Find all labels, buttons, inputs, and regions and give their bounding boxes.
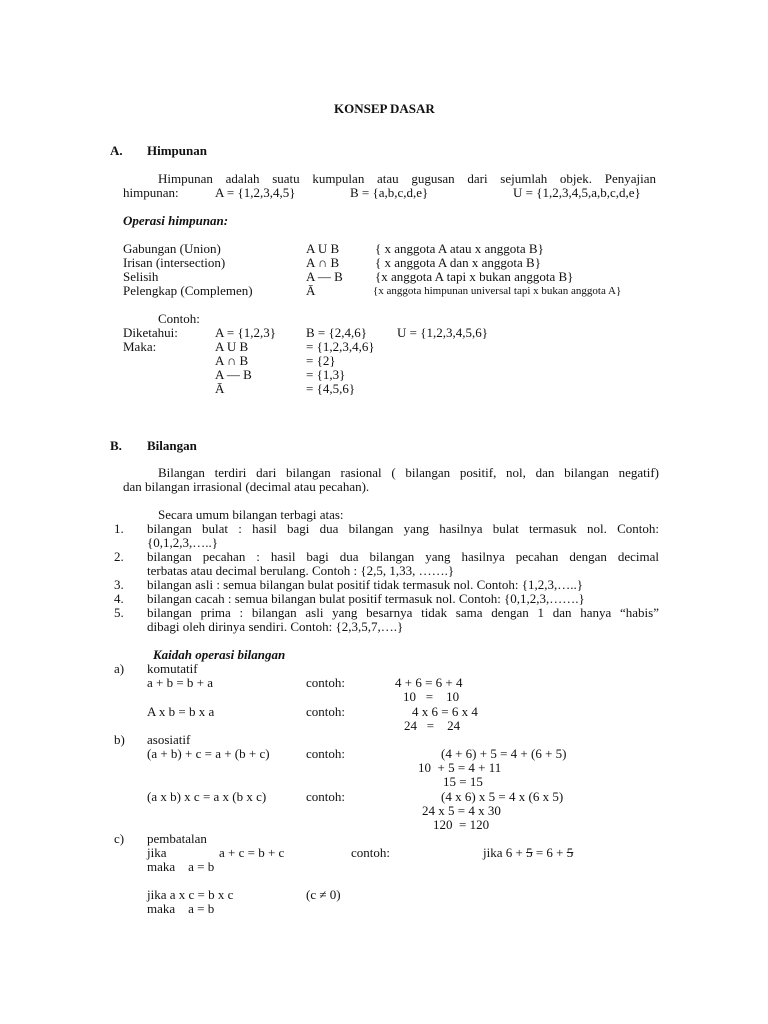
rule-c1-example: jika 6 + 5 = 6 + 5	[483, 845, 574, 860]
op-complement-symbol: Ā	[306, 283, 316, 298]
op-difference-name: Selisih	[123, 269, 159, 284]
himpunan-label: himpunan:	[123, 185, 179, 200]
rule-b2-formula: (a x b) x c = a x (b x c)	[147, 789, 267, 804]
rule-b1-contoh: contoh:	[306, 746, 345, 761]
set-b-definition: B = {a,b,c,d,e}	[350, 185, 429, 200]
rule-c2-maka: maka a = b	[147, 901, 215, 916]
list-item-text: bilangan bulat : hasil bagi dua bilangan yang hasilnya bulat termasuk nol. Contoh:	[147, 521, 659, 536]
rule-c1-formula: a + c = b + c	[219, 845, 285, 860]
operations-heading: Operasi himpunan:	[123, 213, 229, 228]
result-union-value: = {1,2,3,4,6}	[306, 339, 375, 354]
rule-a1-formula: a + b = b + a	[147, 675, 214, 690]
list-item-number: 2.	[114, 549, 124, 564]
op-intersection-symbol: A ∩ B	[306, 255, 340, 270]
result-complement-value: = {4,5,6}	[306, 381, 356, 396]
op-difference-desc: {x anggota A tapi x bukan anggota B}	[375, 269, 574, 284]
list-item-text: bilangan asli : semua bilangan bulat positif tidak termasuk nol. Contoh: {1,2,3,…..}	[147, 577, 584, 592]
section-b-letter: B.	[110, 438, 122, 453]
rule-b1-formula: (a + b) + c = a + (b + c)	[147, 746, 270, 761]
result-difference-value: = {1,3}	[306, 367, 346, 382]
rule-c1-jika: jika	[147, 845, 167, 860]
section-a-letter: A.	[110, 143, 123, 158]
rule-a-name: komutatif	[147, 661, 198, 676]
result-union-expr: A U B	[215, 339, 249, 354]
section-b-heading: Bilangan	[147, 438, 197, 453]
list-item-number: 4.	[114, 591, 124, 606]
result-difference-expr: A — B	[215, 367, 252, 382]
op-union-desc: { x anggota A atau x anggota B}	[375, 241, 544, 256]
rule-c1-contoh: contoh:	[351, 845, 390, 860]
example-label: Contoh:	[158, 311, 200, 326]
list-item-number: 5.	[114, 605, 124, 620]
rule-a2-example: 4 x 6 = 6 x 4	[412, 704, 478, 719]
rule-a1-example: 4 + 6 = 6 + 4	[395, 675, 463, 690]
section-b-intro-line2: dan bilangan irrasional (decimal atau pecahan).	[123, 479, 370, 494]
rules-heading: Kaidah operasi bilangan	[153, 647, 286, 662]
general-statement: Secara umum bilangan terbagi atas:	[158, 507, 344, 522]
op-difference-symbol: A — B	[306, 269, 343, 284]
list-item-text-cont: dibagi oleh dirinya sendiri. Contoh: {2,3,5,7,….}	[147, 619, 404, 634]
list-item-text-cont: terbatas atau decimal berulang. Contoh : {2,5, 1,33, …….}	[147, 563, 455, 578]
section-a-heading: Himpunan	[147, 143, 207, 158]
then-label: Maka:	[123, 339, 157, 354]
rule-c2-jika: jika a x c = b x c	[147, 887, 234, 902]
list-item-text: bilangan cacah : semua bilangan bulat positif termasuk nol. Contoh: {0,1,2,3,…….}	[147, 591, 585, 606]
rule-a2-formula: A x b = b x a	[147, 704, 215, 719]
rule-b1-step: 10 + 5 = 4 + 11	[418, 760, 502, 775]
op-union-name: Gabungan (Union)	[123, 241, 221, 256]
rule-a1-contoh: contoh:	[306, 675, 345, 690]
op-complement-name: Pelengkap (Complemen)	[123, 283, 253, 298]
op-union-symbol: A U B	[306, 241, 340, 256]
known-set-u: U = {1,2,3,4,5,6}	[397, 325, 488, 340]
known-set-b: B = {2,4,6}	[306, 325, 367, 340]
rule-c1-maka: maka a = b	[147, 859, 215, 874]
section-a-intro: Himpunan adalah suatu kumpulan atau gugusan dari sejumlah objek. Penyajian	[158, 171, 656, 186]
rule-b2-step: 24 x 5 = 4 x 30	[422, 803, 501, 818]
op-complement-desc: {x anggota himpunan universal tapi x bukan anggota A}	[373, 285, 622, 297]
rule-a-label: a)	[114, 661, 125, 676]
list-item-text-cont: {0,1,2,3,…..}	[147, 535, 218, 550]
known-set-a: A = {1,2,3}	[215, 325, 276, 340]
rule-b-name: asosiatif	[147, 732, 191, 747]
rule-a2-contoh: contoh:	[306, 704, 345, 719]
op-intersection-desc: { x anggota A dan x anggota B}	[375, 255, 541, 270]
set-a-definition: A = {1,2,3,4,5}	[215, 185, 296, 200]
rule-a1-result: 10 = 10	[403, 689, 460, 704]
rule-c-name: pembatalan	[147, 831, 207, 846]
result-intersection-expr: A ∩ B	[215, 353, 249, 368]
rule-b2-example: (4 x 6) x 5 = 4 x (6 x 5)	[441, 789, 564, 804]
list-item-text: bilangan pecahan : hasil bagi dua bilangan yang hasilnya pecahan dengan decimal	[147, 549, 659, 564]
known-label: Diketahui:	[123, 325, 178, 340]
set-u-definition: U = {1,2,3,4,5,a,b,c,d,e}	[513, 185, 641, 200]
list-item-number: 3.	[114, 577, 124, 592]
rule-b2-result: 120 = 120	[433, 817, 490, 832]
cancelled-term: 5	[526, 845, 533, 860]
rule-a2-result: 24 = 24	[404, 718, 461, 733]
rule-b1-result: 15 = 15	[443, 774, 483, 789]
rule-c2-condition: (c ≠ 0)	[306, 887, 341, 902]
result-intersection-value: = {2}	[306, 353, 336, 368]
op-intersection-name: Irisan (intersection)	[123, 255, 226, 270]
rule-b-label: b)	[114, 732, 125, 747]
document-title: KONSEP DASAR	[334, 101, 435, 116]
rule-b2-contoh: contoh:	[306, 789, 345, 804]
rule-b1-example: (4 + 6) + 5 = 4 + (6 + 5)	[441, 746, 567, 761]
result-complement-expr: Ā	[215, 381, 225, 396]
rule-c-label: c)	[114, 831, 125, 846]
list-item-number: 1.	[114, 521, 124, 536]
section-b-intro-line1: Bilangan terdiri dari bilangan rasional ( bilangan positif, nol, dan bilangan negatif)	[158, 465, 659, 480]
list-item-text: bilangan prima : bilangan asli yang besarnya tidak sama dengan 1 dan hanya “habis”	[147, 605, 659, 620]
cancelled-term: 5	[566, 845, 574, 860]
